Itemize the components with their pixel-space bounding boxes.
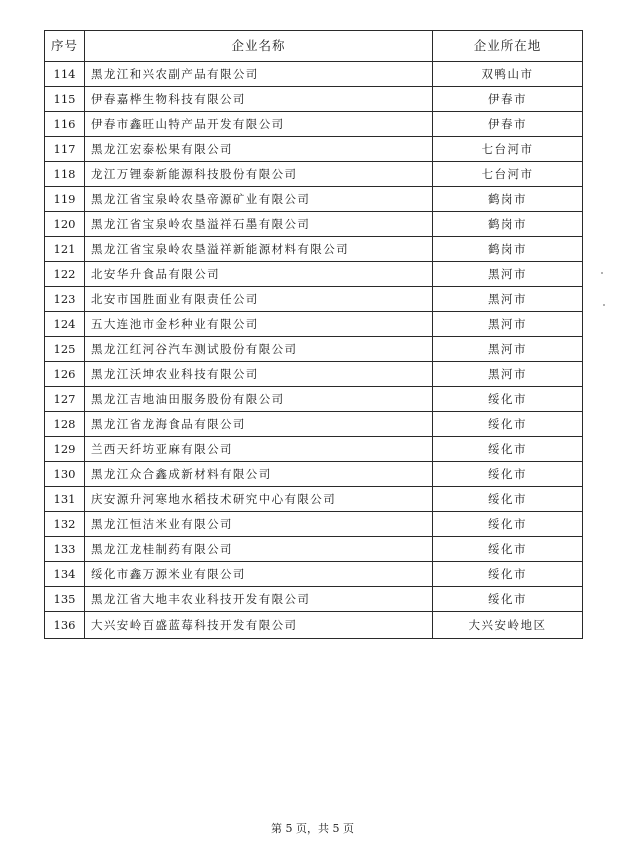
company-location: 绥化市 [433, 587, 583, 612]
company-location: 黑河市 [433, 262, 583, 287]
company-name: 伊春市鑫旺山特产品开发有限公司 [85, 112, 433, 137]
row-number: 127 [45, 387, 85, 412]
table-row [45, 187, 583, 212]
scan-speck [601, 272, 603, 274]
row-number: 132 [45, 512, 85, 537]
table-row [45, 462, 583, 487]
company-location: 绥化市 [433, 412, 583, 437]
table-row [45, 112, 583, 137]
row-number: 124 [45, 312, 85, 337]
table-row [45, 212, 583, 237]
table-body [45, 62, 583, 639]
table-row [45, 362, 583, 387]
table-row [45, 262, 583, 287]
row-number: 130 [45, 462, 85, 487]
scan-speck [603, 304, 605, 306]
header-location: 企业所在地 [433, 31, 583, 62]
row-number: 125 [45, 337, 85, 362]
company-location: 黑河市 [433, 312, 583, 337]
company-name: 兰西天纤坊亚麻有限公司 [85, 437, 433, 462]
company-location: 绥化市 [433, 487, 583, 512]
table-row [45, 137, 583, 162]
row-number: 114 [45, 62, 85, 87]
company-name: 五大连池市金杉种业有限公司 [85, 312, 433, 337]
company-location: 七台河市 [433, 137, 583, 162]
row-number: 115 [45, 87, 85, 112]
company-name: 绥化市鑫万源米业有限公司 [85, 562, 433, 587]
company-name: 北安市国胜面业有限责任公司 [85, 287, 433, 312]
company-name: 龙江万锂泰新能源科技股份有限公司 [85, 162, 433, 187]
company-name: 黑龙江红河谷汽车测试股份有限公司 [85, 337, 433, 362]
table-row [45, 437, 583, 462]
row-number: 120 [45, 212, 85, 237]
company-location: 黑河市 [433, 337, 583, 362]
company-location: 黑河市 [433, 287, 583, 312]
company-name: 庆安源升河寒地水稻技术研究中心有限公司 [85, 487, 433, 512]
company-location: 鹤岗市 [433, 212, 583, 237]
company-location: 绥化市 [433, 437, 583, 462]
row-number: 119 [45, 187, 85, 212]
company-location: 七台河市 [433, 162, 583, 187]
page-footer: 第 5 页，共 5 页 [271, 822, 354, 835]
company-location: 绥化市 [433, 512, 583, 537]
company-name: 黑龙江省宝泉岭农垦帝源矿业有限公司 [85, 187, 433, 212]
row-number: 136 [45, 612, 85, 639]
company-name: 黑龙江省宝泉岭农垦溢祥新能源材料有限公司 [85, 237, 433, 262]
company-name: 黑龙江龙桂制药有限公司 [85, 537, 433, 562]
table-row [45, 487, 583, 512]
row-number: 122 [45, 262, 85, 287]
enterprise-table [44, 30, 583, 639]
company-location: 绥化市 [433, 562, 583, 587]
table-row [45, 537, 583, 562]
row-number: 129 [45, 437, 85, 462]
row-number: 135 [45, 587, 85, 612]
table-row [45, 287, 583, 312]
table-row [45, 62, 583, 87]
row-number: 121 [45, 237, 85, 262]
table-row [45, 612, 583, 639]
table-row [45, 87, 583, 112]
company-location: 大兴安岭地区 [433, 612, 583, 639]
company-name: 伊春嘉桦生物科技有限公司 [85, 87, 433, 112]
company-name: 北安华升食品有限公司 [85, 262, 433, 287]
row-number: 134 [45, 562, 85, 587]
table-row [45, 587, 583, 612]
header-name: 企业名称 [85, 31, 433, 62]
row-number: 131 [45, 487, 85, 512]
company-location: 绥化市 [433, 387, 583, 412]
company-name: 黑龙江省宝泉岭农垦溢祥石墨有限公司 [85, 212, 433, 237]
company-location: 双鸭山市 [433, 62, 583, 87]
header-num: 序号 [45, 31, 85, 62]
company-name: 黑龙江省大地丰农业科技开发有限公司 [85, 587, 433, 612]
company-name: 黑龙江宏泰松果有限公司 [85, 137, 433, 162]
company-location: 伊春市 [433, 112, 583, 137]
company-name: 黑龙江恒洁米业有限公司 [85, 512, 433, 537]
table-row [45, 512, 583, 537]
company-location: 鹤岗市 [433, 237, 583, 262]
company-name: 黑龙江沃坤农业科技有限公司 [85, 362, 433, 387]
row-number: 133 [45, 537, 85, 562]
table-row [45, 412, 583, 437]
table-header-row [45, 31, 583, 62]
table-row [45, 337, 583, 362]
row-number: 128 [45, 412, 85, 437]
company-location: 伊春市 [433, 87, 583, 112]
company-name: 黑龙江众合鑫成新材料有限公司 [85, 462, 433, 487]
company-location: 鹤岗市 [433, 187, 583, 212]
company-location: 绥化市 [433, 537, 583, 562]
row-number: 117 [45, 137, 85, 162]
row-number: 118 [45, 162, 85, 187]
company-location: 黑河市 [433, 362, 583, 387]
row-number: 126 [45, 362, 85, 387]
company-name: 大兴安岭百盛蓝莓科技开发有限公司 [85, 612, 433, 639]
table-row [45, 312, 583, 337]
table-row [45, 162, 583, 187]
company-name: 黑龙江吉地油田服务股份有限公司 [85, 387, 433, 412]
company-name: 黑龙江省龙海食品有限公司 [85, 412, 433, 437]
row-number: 123 [45, 287, 85, 312]
company-location: 绥化市 [433, 462, 583, 487]
table-row [45, 237, 583, 262]
table-row [45, 562, 583, 587]
company-name: 黑龙江和兴农副产品有限公司 [85, 62, 433, 87]
table-row [45, 387, 583, 412]
row-number: 116 [45, 112, 85, 137]
